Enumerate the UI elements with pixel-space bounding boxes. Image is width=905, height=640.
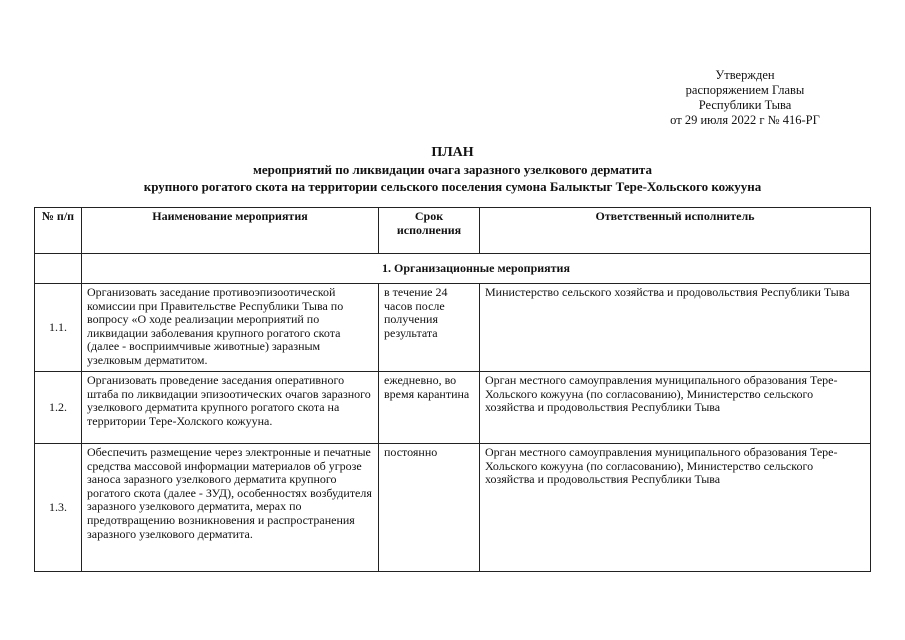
approval-line-2: распоряжением Главы <box>685 83 805 97</box>
row-term: в течение 24 часов после получения результата <box>379 284 480 372</box>
row-term: ежедневно, во время карантина <box>379 372 480 444</box>
table-row <box>35 444 871 572</box>
header-responsible: Ответственный исполнитель <box>480 208 871 254</box>
title-line-2: крупного рогатого скота на территории сельского поселения сумона Балыктыг Тере-Хольского кожууна <box>143 179 762 194</box>
row-responsible: Орган местного самоуправления муниципального образования Тере-Хольского кожууна (по согласованию), Министерство сельского хозяйства и продовольствия Республики Тыва <box>480 444 871 572</box>
table-row <box>35 372 871 444</box>
section-row <box>35 254 871 284</box>
approval-line-1: Утвержден <box>715 68 775 82</box>
header-num: № п/п <box>35 208 82 254</box>
approval-line-3: Республики Тыва <box>698 98 792 112</box>
row-num: 1.1. <box>35 284 82 372</box>
title-main: ПЛАН <box>431 145 474 160</box>
table-header-row <box>35 208 871 254</box>
plan-table <box>34 207 871 572</box>
row-responsible: Орган местного самоуправления муниципального образования Тере-Хольского кожууна (по согласованию), Министерство сельского хозяйства и продовольствия Республики Тыва <box>480 372 871 444</box>
row-name: Организовать проведение заседания оперативного штаба по ликвидации эпизоотических очагов заразного узелкового дерматита крупного рогатого скота на территории Тере-Холского кожууна. <box>82 372 379 444</box>
section-title: 1. Организационные мероприятия <box>82 254 871 284</box>
header-term: Срок исполнения <box>379 208 480 254</box>
section-num-cell <box>35 254 82 284</box>
row-name: Обеспечить размещение через электронные и печатные средства массовой информации материалов об угрозе заноса заразного узелкового дерматита крупного рогатого скота (далее - ЗУД), особенностях возбудителя заразного узелкового дерматита, мерах по предотвращению возникновения и распространения заразного узелкового дерматита. <box>82 444 379 572</box>
approval-stamp <box>640 68 850 128</box>
row-num: 1.2. <box>35 372 82 444</box>
row-term: постоянно <box>379 444 480 572</box>
approval-line-4: от 29 июля 2022 г № 416-РГ <box>670 113 820 127</box>
row-responsible: Министерство сельского хозяйства и продовольствия Республики Тыва <box>480 284 871 372</box>
table-row <box>35 284 871 372</box>
row-num: 1.3. <box>35 444 82 572</box>
row-name: Организовать заседание противоэпизоотической комиссии при Правительстве Республики Тыва по вопросу «О ходе реализации мероприятий по ликвидации заболевания крупного рогатого скота (далее - восприимчивые животные) заразным узелковым дерматитом. <box>82 284 379 372</box>
title-line-1: мероприятий по ликвидации очага заразного узелкового дерматита <box>253 162 652 177</box>
header-name: Наименование мероприятия <box>82 208 379 254</box>
document-title <box>40 144 865 195</box>
